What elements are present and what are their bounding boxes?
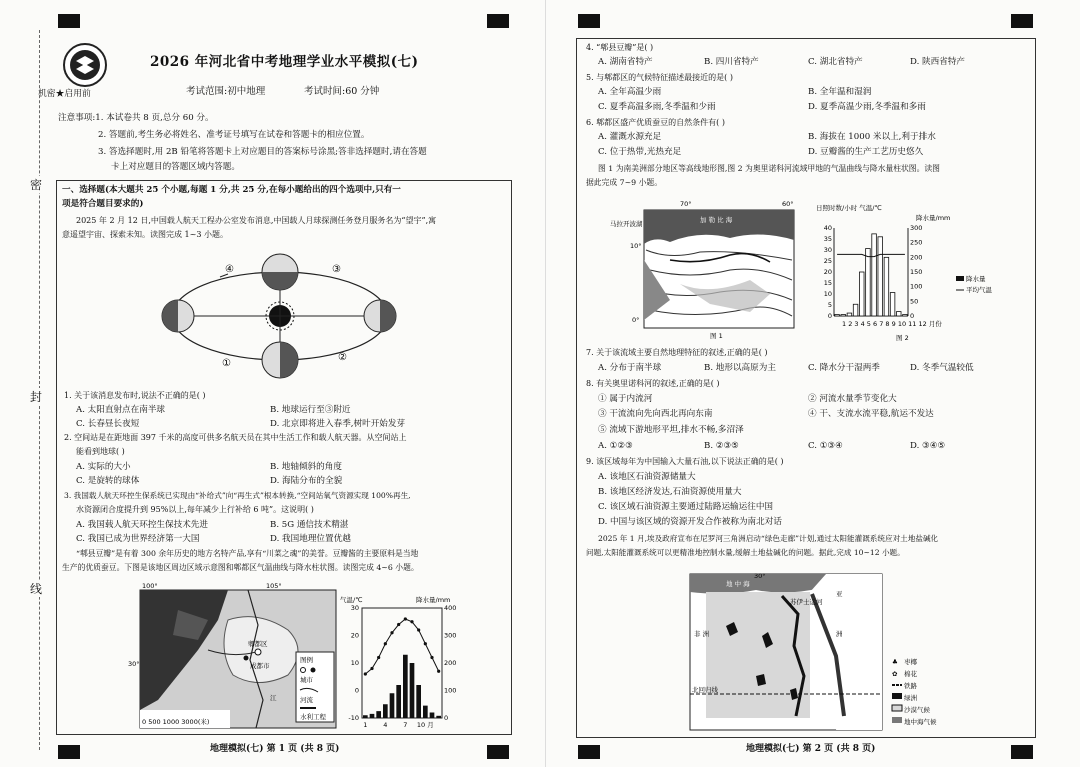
map3-zhou-label: 洲: [836, 630, 843, 638]
q6-opt-d: D. 豆瓣酱的生产工艺历史悠久: [808, 147, 924, 157]
q5-opt-b: B. 全年温和湿润: [808, 87, 872, 97]
pixian-region-map: [128, 580, 338, 732]
orbit-label-1: ①: [222, 358, 231, 369]
notice-2: 2. 答题前,考生务必将姓名、准考证号填写在试卷和答题卡的相应位置。: [98, 130, 370, 140]
q8-opt-d: D. ③④⑤: [910, 441, 946, 451]
intro-2: “郫县豆瓣”是有着 300 余年历史的地方名特产品,享有“川菜之魂”的美誉。豆瓣酱的主要原料是当地: [76, 549, 419, 558]
q8-opt-c: C. ①③④: [808, 441, 843, 451]
chart1-xtick: 4: [383, 721, 388, 729]
page-2-footer: 地理模拟(七) 第 2 页 (共 8 页): [746, 744, 876, 754]
q4-opt-a: A. 湖南省特产: [598, 57, 653, 67]
chart1-temp-point: [384, 642, 387, 645]
map3-legend: [890, 656, 990, 736]
egypt-nile-map: [686, 566, 886, 732]
chart1-ytick-left: -10: [348, 714, 359, 722]
chart1-temp-point: [397, 623, 400, 626]
chart2-ytick-right: 300: [910, 224, 923, 232]
chart2-ytick-left: 20: [823, 268, 832, 276]
legend-cotton-icon: ✿: [892, 670, 898, 678]
map3-lat-30: 30°: [754, 572, 766, 580]
chart2-bar: [866, 249, 871, 316]
q6-opt-b: B. 海拔在 1000 米以上,利于排水: [808, 132, 936, 142]
map1-lat-30: 30°: [128, 660, 140, 668]
chart2-ytick-left: 10: [823, 290, 832, 298]
chart2-ytick-left: 5: [827, 301, 832, 309]
map2-lat-10: 10°: [630, 242, 642, 250]
q4-opt-d: D. 陕西省特产: [910, 57, 966, 67]
chart2-ytick-right: 250: [910, 238, 923, 247]
chart2-ytick-left: 25: [823, 257, 832, 265]
page-1-footer: 地理模拟(七) 第 1 页 (共 8 页): [210, 744, 340, 754]
legend-cotton: 棉花: [904, 670, 917, 678]
map1-river-label: 江: [270, 694, 277, 702]
q8-item-1: ① 属于内流河: [598, 394, 653, 404]
q2-opt-a: A. 实际的大小: [76, 462, 131, 472]
map1-city-chengdu: 成都市: [250, 662, 270, 670]
chart1-ytick-right: 300: [444, 631, 457, 640]
chart1-temp-line: [365, 619, 438, 674]
chart2-bar: [896, 312, 901, 316]
exam-scope: 考试范围:初中地理: [186, 86, 266, 97]
chart1-temp-point: [370, 667, 373, 670]
side-word-xian: 线: [30, 582, 43, 596]
page-2: [545, 0, 1080, 767]
q4-opt-c: C. 湖北省特产: [808, 57, 863, 67]
q1-opt-b: B. 地球运行至③附近: [270, 405, 351, 415]
intro-3b: 据此完成 7~9 小题。: [586, 178, 662, 187]
q5-opt-d: D. 夏季高温少雨,冬季温和多雨: [808, 102, 926, 112]
chart1-bar: [396, 685, 401, 718]
chart1-frame: [362, 608, 442, 718]
chart1-bar: [410, 663, 415, 718]
chart2-ytick-right: 50: [910, 297, 919, 306]
section-heading: 一、选择题(本大题共 25 个小题,每题 1 分,共 25 分,在每小题给出的四个选项中,只有一: [62, 185, 401, 195]
map3-sea-label: 地 中 海: [726, 580, 750, 588]
map3-asia-label: 亚: [836, 590, 843, 598]
chart2-bar: [847, 313, 852, 316]
chart1-ytick-left: 20: [350, 631, 359, 640]
map3-canal-label: 苏伊士运河: [790, 598, 823, 606]
school-emblem-icon: [62, 42, 108, 88]
map1-legend-water: 水利工程: [300, 713, 326, 721]
notice-3b: 卡上对应题目的答题区域内答题。: [111, 162, 240, 172]
q1-opt-a: A. 太阳直射点在南半球: [76, 405, 166, 415]
q5-opt-a: A. 全年高温少雨: [598, 87, 662, 97]
chart1-ytick-right: 0: [444, 714, 449, 722]
q3-opt-a: A. 我国载人航天环控生保技术先进: [76, 520, 208, 530]
chart1-temp-point: [437, 670, 440, 673]
map1-legend-river: 河流: [300, 696, 313, 704]
intro-1: 2025 年 2 月 12 日,中国载人航天工程办公室发布消息,中国载人月球探测任务登月服务名为“望宇”,寓: [76, 216, 437, 225]
chart1-temp-point: [390, 631, 393, 634]
orinoco-contour-map: [610, 200, 810, 340]
notice-1: 注意事项:1. 本试卷共 8 页,总分 60 分。: [58, 113, 214, 123]
legend-med-climate: 地中海气候: [904, 718, 937, 726]
chart2-bar: [884, 257, 889, 316]
chart1-xtick: 10 月: [416, 721, 434, 729]
chart1-ylabel-right: 降水量/mm: [416, 596, 451, 604]
q2-opt-b: B. 地轴倾斜的角度: [270, 462, 342, 472]
chart2-bar: [859, 272, 864, 316]
registration-mark: [487, 14, 509, 28]
chart2-ytick-left: 15: [823, 279, 832, 287]
chart2-legend-temp: 平均气温: [966, 286, 992, 294]
q9-opt-b: B. 该地区经济发达,石油资源使用量大: [598, 487, 742, 497]
page-title: 2026 年河北省中考地理学业水平模拟(七): [150, 54, 419, 70]
chart1-bar: [423, 706, 428, 718]
q1-opt-c: C. 长春昼长夜短: [76, 419, 140, 429]
chart1-xtick: 1: [363, 721, 368, 729]
earth-orbit-diagram: [160, 244, 400, 384]
q4-opt-b: B. 四川省特产: [704, 57, 759, 67]
chart1-ylabel-left: 气温/℃: [340, 596, 363, 604]
chart2-temp-line: [837, 254, 905, 256]
chart1-bar: [363, 715, 368, 718]
chart1-ytick-right: 100: [444, 686, 457, 695]
chart2-bar: [835, 315, 840, 316]
q2-opt-d: D. 海陆分布的全貌: [270, 476, 343, 486]
orbit-label-2: ②: [338, 352, 347, 363]
notice-3: 3. 答选择题时,用 2B 铅笔将答题卡上对应题目的答案标号涂黑;答非选择题时,请在答题: [98, 147, 427, 157]
registration-mark: [487, 745, 509, 759]
map2-caption: 图 1: [710, 332, 723, 340]
chart2-bar: [853, 304, 858, 316]
map1-legend-title: 图例: [300, 656, 313, 664]
chart2-bar: [903, 315, 908, 316]
q3-stem: 3. 我国载人航天环控生保系统已实现由“补给式”向“再生式”根本转换,“空间站氧气资源实现 100%再生,: [64, 491, 411, 500]
exam-time: 考试时间:60 分钟: [304, 86, 380, 97]
q8-item-2: ② 河流水量季节变化大: [808, 394, 897, 404]
q2-stem-b: 能看到地球( ): [76, 447, 125, 456]
chart2-ylabel-left: 日照时数/小时 气温/℃: [816, 204, 882, 212]
secret-label: 机密★启用前: [38, 89, 91, 99]
chart2-ylabel-right: 降水量/mm: [916, 214, 951, 222]
chart2-caption: 图 2: [896, 334, 909, 342]
q8-opt-a: A. ①②③: [598, 441, 633, 451]
chart2-bar: [878, 237, 883, 316]
map1-city-pidu: 郫都区: [248, 640, 268, 648]
chart2-ytick-right: 100: [910, 282, 923, 291]
q8-item-4: ④ 干、支流水流平稳,航运不发达: [808, 409, 934, 419]
legend-desert-climate: 沙漠气候: [904, 706, 930, 714]
q4-stem: 4. “郫县豆瓣”是( ): [586, 43, 654, 52]
chart1-bar: [376, 711, 381, 718]
registration-mark: [578, 14, 600, 28]
q7-opt-d: D. 冬季气温较低: [910, 363, 974, 373]
q1-stem: 1. 关于该消息发布时,说法不正确的是( ): [64, 391, 206, 400]
legend-railway: 铁路: [904, 682, 917, 690]
chart2-ytick-left: 35: [823, 235, 832, 243]
q3-opt-c: C. 我国已成为世界经济第一大国: [76, 534, 200, 544]
q9-opt-a: A. 该地区石油资源储量大: [598, 472, 696, 482]
chart2-legend-precip: 降水量: [966, 275, 986, 283]
q3-opt-b: B. 5G 通信技术精湛: [270, 520, 349, 530]
q6-stem: 6. 郫都区盛产优质蚕豆的自然条件有( ): [586, 118, 725, 127]
chart1-bar: [436, 716, 441, 718]
map2-lat-0: 0°: [632, 316, 640, 324]
map3-africa-label: 非 洲: [694, 630, 710, 638]
map1-lon-105: 105°: [266, 582, 282, 590]
registration-mark: [1011, 14, 1033, 28]
map2-lon-70: 70°: [680, 200, 692, 208]
chart1-xtick: 7: [403, 721, 408, 729]
map2-lon-60: 60°: [782, 200, 794, 208]
legend-oasis: 绿洲: [904, 694, 917, 702]
chart1-temp-point: [364, 672, 367, 675]
q5-opt-c: C. 夏季高温多雨,冬季温和少雨: [598, 102, 716, 112]
q2-stem: 2. 空间站是在距地面 397 千米的高度可供多名航天员在其中生活工作和载人航天器。从空间站上: [64, 433, 407, 442]
pidu-climate-chart: [340, 594, 465, 734]
map3-tropic-label: 北回归线: [692, 686, 718, 694]
map2-sea-label: 加 勒 比 海: [700, 216, 733, 224]
q9-stem: 9. 该区域每年为中国输入大量石油,以下说法正确的是( ): [586, 457, 784, 466]
q9-opt-c: C. 该区域石油资源主要通过陆路运输运往中国: [598, 502, 774, 512]
chart1-temp-point: [417, 628, 420, 631]
chart1-bar: [390, 693, 395, 718]
chart2-ytick-right: 200: [910, 253, 923, 262]
chart1-bar: [403, 655, 408, 718]
chart1-temp-point: [404, 617, 407, 620]
chart2-bar: [872, 234, 877, 316]
registration-mark: [58, 14, 80, 28]
legend-palm-icon: ♣: [892, 658, 898, 666]
side-word-mi: 密: [30, 178, 43, 192]
section-heading-2: 项是符合题目要求的): [62, 199, 144, 209]
intro-4b: 问题,太阳能灌溉系统可以更精准地控制水量,缓解土地盐碱化的问题。据此,完成 10~12 小题。: [586, 548, 905, 557]
intro-4: 2025 年 1 月,埃及政府宣布在尼罗河三角洲启动“绿色走廊”计划,通过太阳能灌溉系统应对土地盐碱化: [598, 534, 939, 543]
registration-mark: [58, 745, 80, 759]
map1-legend-city: 城市: [300, 676, 313, 684]
map1-scale: 0 500 1000 3000(米): [142, 718, 210, 726]
q6-opt-a: A. 灌溉水源充足: [598, 132, 662, 142]
chart1-ytick-left: 0: [354, 686, 359, 695]
chart2-bar: [841, 315, 846, 316]
chart2-ytick-right: 0: [910, 312, 915, 320]
chart1-ytick-right: 200: [444, 659, 457, 667]
chart2-ytick-left: 0: [827, 312, 832, 320]
chart2-ytick-left: 40: [823, 224, 832, 232]
orbit-label-3: ③: [332, 264, 341, 275]
chart1-ytick-right: 400: [444, 604, 457, 612]
chart1-temp-point: [430, 656, 433, 659]
q8-opt-b: B. ②③⑤: [704, 441, 739, 451]
q7-opt-a: A. 分布于南半球: [598, 363, 662, 373]
q3-opt-d: D. 我国地理位置优越: [270, 534, 351, 544]
chart2-ytick-left: 30: [823, 246, 832, 254]
q7-opt-c: C. 降水分干湿两季: [808, 363, 880, 373]
map2-lake-label: 马拉开波湖: [610, 220, 643, 228]
intro-1b: 意遥望宇宙、探索未知。读图完成 1~3 小题。: [62, 230, 228, 239]
q8-item-3: ③ 干流流向先向西北再向东南: [598, 409, 713, 419]
q2-opt-c: C. 是旋转的球体: [76, 476, 140, 486]
q7-opt-b: B. 地形以高原为主: [704, 363, 776, 373]
chart1-bar: [430, 713, 435, 719]
intro-2b: 生产的优质蚕豆。下图是该地区周边区域示意图和郫都区气温曲线与降水柱状图。读图完成 4~6 小题。: [62, 563, 419, 572]
chart2-legend-bar-swatch: [956, 276, 964, 281]
q8-stem: 8. 有关奥里诺科河的叙述,正确的是( ): [586, 379, 720, 388]
side-word-feng: 封: [30, 390, 43, 404]
q6-opt-c: C. 位于热带,光热充足: [598, 147, 682, 157]
chart2-bar: [890, 293, 895, 316]
legend-date-palm: 枣椰: [904, 658, 917, 666]
chart1-bar: [370, 714, 375, 718]
registration-mark: [578, 745, 600, 759]
chart2-xlabel: 1 2 3 4 5 6 7 8 9 10 11 12 月份: [842, 320, 942, 328]
chart1-bar: [416, 685, 421, 718]
chart1-temp-point: [377, 656, 380, 659]
chart1-ytick-left: 10: [350, 659, 359, 667]
orbit-label-4: ④: [225, 264, 234, 275]
chart1-temp-point: [410, 620, 413, 623]
chart1-bar: [383, 704, 388, 718]
q5-stem: 5. 与郫都区的气候特征描述最接近的是( ): [586, 73, 733, 82]
q3-stem-b: 水资源闭合度提升到 95%以上,每年减少上行补给 6 吨”。这说明( ): [76, 505, 314, 514]
q7-stem: 7. 关于该流域主要自然地理特征的叙述,正确的是( ): [586, 348, 768, 357]
q9-opt-d: D. 中国与该区域的资源开发合作被称为南北对话: [598, 517, 782, 527]
q8-item-5: ⑤ 流域下游地形平坦,排水不畅,多沼泽: [598, 425, 744, 435]
orinoco-climate-chart: [816, 204, 1026, 344]
intro-3: 图 1 为南美洲部分地区等高线地形图,图 2 为奥里诺科河流域甲地的气温曲线与降水量柱状图。读图: [598, 164, 940, 173]
chart1-temp-point: [424, 642, 427, 645]
chart2-ytick-right: 150: [910, 268, 923, 276]
registration-mark: [1011, 745, 1033, 759]
q1-opt-d: D. 北京即将进入春季,树叶开始发芽: [270, 419, 406, 429]
map1-lon-100: 100°: [142, 582, 158, 590]
chart1-ytick-left: 30: [350, 604, 359, 612]
